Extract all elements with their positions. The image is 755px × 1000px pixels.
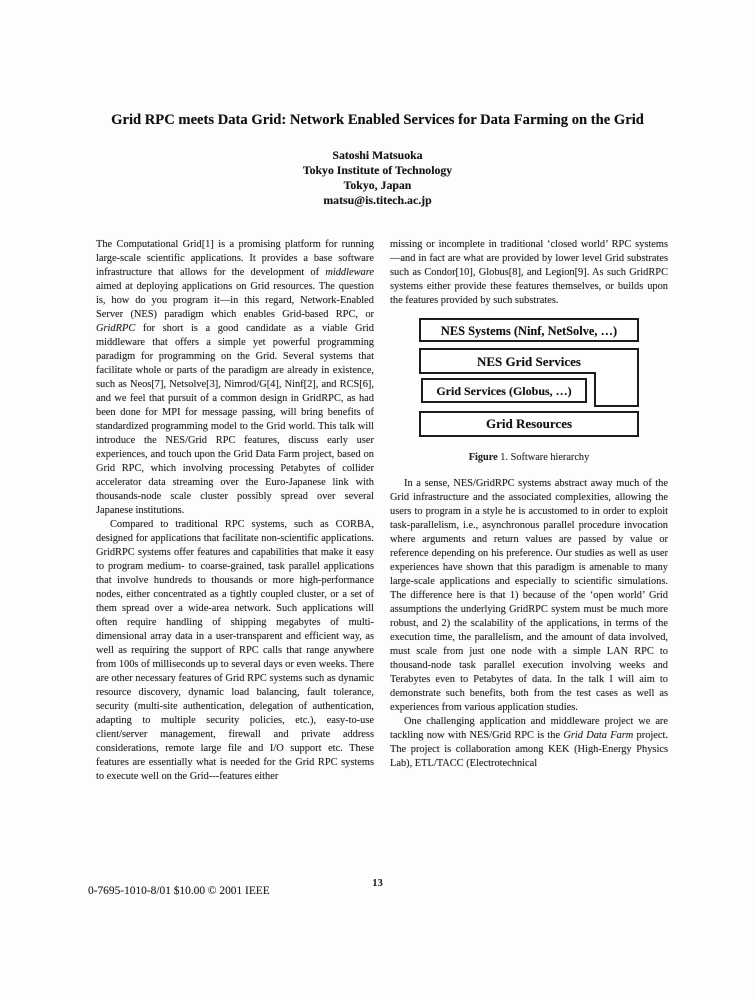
italic-middleware: middleware (325, 267, 374, 278)
author-block (0, 148, 755, 208)
two-column-body (96, 238, 668, 784)
italic-gridrpc: GridRPC (96, 323, 136, 334)
italic-grid-data-farm: Grid Data Farm (563, 730, 634, 741)
paragraph-compared: Compared to traditional RPC systems, such as CORBA, designed for applications that facilitate non-scientific applications. GridRPC systems offer features and capabilities that make it easy to program medium- to coarse-grained, task parallel applications that involve hundreds to thousands or more high-performance nodes, either concentrated as a tightly coupled cluster, or a set of them spread over a wide-area network. Such applications will often require handling of shipping megabytes of multi-dimensional array data in a user-transparent and efficient way, as well as requiring the support of RPC calls that range anywhere from 100s of milliseconds up to several days or even weeks. There are other necessary features of Grid RPC systems such as dynamic resource discovery, dynamic load balancing, fault tolerance, security (multi-site authentication, delegation of authentication, adapting to multiple security policies, etc.), easy-to-use client/server management, firewall and private address considerations, remote large file and I/O support etc. These features are essentially what is needed for the Grid RPC systems to execute well on the Grid---features either (96, 519, 374, 782)
figure-box-nes-systems-label: NES Systems (Ninf, NetSolve, …) (440, 324, 618, 338)
left-column (96, 238, 374, 784)
author-affiliation: Tokyo Institute of Technology (302, 163, 453, 177)
copyright-notice: 0-7695-1010-8/01 $10.00 © 2001 IEEE (88, 885, 270, 897)
figure-caption-label: Figure (468, 452, 498, 463)
text-segment: One challenging application and middleware project we are tackling now with NES/Grid RPC is the (390, 716, 668, 741)
text-segment: The Computational Grid[1] is a promising platform for running large-scale scientific applications. It provides a base software infrastructure that allows for the development of (96, 239, 374, 278)
figure-caption (418, 451, 640, 465)
figure-box-nes-grid-services-label: NES Grid Services (477, 354, 581, 369)
text-segment: for short is a good candidate as a viable Grid middleware that offers a simple yet powerful programming paradigm for programming on the Grid. Several systems that facilitate whole or parts of the paradigm are already in existence, such as Neos[7], Netsolve[3], Nimrod/G[4], Ninf[2], and RCS[6], and we feel that pursuit of a common design in GridRPC, as had been done for MPI for message passing, will bring benefits of standardized programming model to the Grid world. This talk will introduce the NES/Grid RPC features, discuss early user experiences, and touch upon the Grid Data Farm project, based on Grid RPC, which involving processing Petabytes of collider accelerator data streaming over the Euro-Japanese link with thousands-node scale cluster possibly spread over several Japanese institutions. (96, 323, 374, 516)
paper-title: Grid RPC meets Data Grid: Network Enabled Services for Data Farming on the Grid (111, 112, 644, 128)
paragraph-one-challenging (390, 715, 668, 771)
paragraph-continuation: missing or incomplete in traditional ‘closed world’ RPC systems —and in fact are what are provided by lower level Grid substrates such as Condor[10], Globus[8], and Legion[9]. As such GridRPC systems either provide these features themselves, or builds upon the features provided by such substrates. (390, 239, 668, 306)
author-email: matsu@is.titech.ac.jp (323, 193, 432, 207)
author-name: Satoshi Matsuoka (332, 148, 423, 162)
text-segment: project. The project is collaboration among KEK (High-Energy Physics Lab), ETL/TACC (Electrotechnical (390, 730, 668, 769)
page-number: 13 (372, 878, 383, 889)
figure-box-grid-services-label: Grid Services (Globus, …) (436, 384, 572, 398)
right-column (390, 238, 668, 784)
figure-caption-text: 1. Software hierarchy (497, 452, 590, 463)
paragraph-in-a-sense: In a sense, NES/GridRPC systems abstract away much of the Grid infrastructure and the associated complexities, allowing the users to program in a style he is accustomed to in order to exploit task-parallelism, i.e., asynchronous parallel procedure invocation where arguments and return values are passed by value or reference depending on his preference. Our studies as well as user experiences have shown that this paradigm is amenable to many large-scale applications and especially to scientific simulations. The difference here is that 1) because of the ‘open world’ Grid assumptions the underlying GridRPC system must be much more robust, and 2) the scalability of the applications, in terms of the execution time, the parallelism, and the amount of data involved, must scale from just one node with a simple LAN RPC to thousand-node task parallel execution involving weeks and Terabytes even to Petabytes of data. In the talk I will aim to demonstrate such benefits, both from the test cases as well as experiences from various application studies. (390, 478, 668, 713)
author-location: Tokyo, Japan (343, 178, 412, 192)
figure-box-grid-resources-label: Grid Resources (485, 416, 573, 431)
paragraph-intro (96, 238, 374, 518)
software-hierarchy-diagram (418, 317, 640, 439)
text-segment: aimed at deploying applications on Grid resources. The question is, how do you program it—in this regard, Network-Enabled Server (NES) paradigm which enables Grid-based RPC, or (96, 281, 374, 320)
figure-1 (418, 317, 640, 465)
